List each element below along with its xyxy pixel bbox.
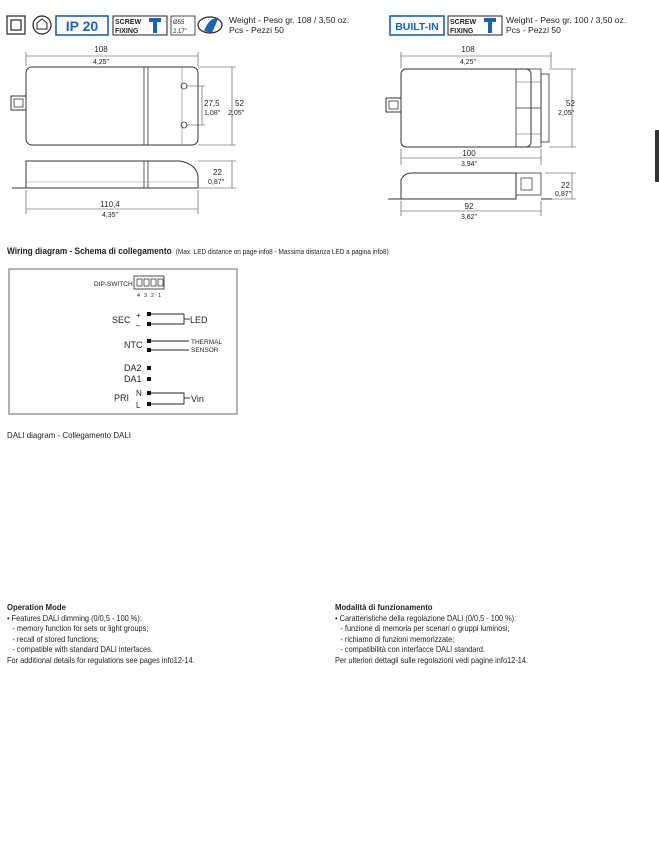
left-bottom-width-in: 4,35" <box>101 212 119 219</box>
right-weight: Weight - Peso gr. 100 / 3,50 oz. <box>506 15 627 25</box>
sensor-label: SENSOR <box>191 347 219 354</box>
pri-label: PRI <box>114 393 130 403</box>
right-top-width-mm: 108 <box>461 45 475 54</box>
hole-diameter: Ø55 <box>173 20 185 26</box>
right-top-width-in: 4,25" <box>459 59 477 66</box>
double-insulation-icon <box>7 16 25 34</box>
da2-label: DA2 <box>124 363 142 373</box>
left-header-icons <box>4 14 228 38</box>
left-side-view <box>12 161 198 188</box>
left-hole-spacing-in: 1,08" <box>204 110 221 117</box>
left-hole-spacing-mm: 27,5 <box>204 99 220 108</box>
dip-switch-label: DIP-SWITCH <box>94 281 133 288</box>
thermal-label: THERMAL <box>191 339 223 346</box>
builtin-badge: BUILT-IN <box>395 21 439 33</box>
right-thickness-mm: 22 <box>561 181 570 190</box>
hole-diameter-in: 2,17" <box>173 29 187 35</box>
right-height-mm: 52 <box>566 99 575 108</box>
dali-caption: DALI diagram - Collegamento DALI <box>7 430 131 440</box>
sec-label: SEC <box>112 315 131 325</box>
right-bottom-width-mm: 92 <box>464 202 474 211</box>
pri-n: N <box>136 389 142 398</box>
operation-it-line: - richiamo di funzioni memorizzate; <box>340 634 455 644</box>
da1-label: DA1 <box>124 374 142 384</box>
screw-label: SCREW <box>115 19 142 26</box>
sec-plus: + <box>136 311 141 320</box>
left-pcs: Pcs - Pezzi 50 <box>229 25 284 35</box>
operation-it-line: - funzione di memoria per scenari o gruppi luminosi; <box>340 624 510 634</box>
independent-use-icon <box>33 16 51 34</box>
right-bottom-width-in: 3,62" <box>460 214 478 221</box>
screw-icon-right <box>484 18 496 33</box>
operation-en <box>7 602 195 667</box>
screw-label-right: SCREW <box>450 19 477 26</box>
operation-it-line: - compatibilità con interfacce DALI standard. <box>340 645 485 655</box>
right-height-in: 2,05" <box>558 110 575 117</box>
operation-it <box>335 602 528 667</box>
left-bottom-width-mm: 110,4 <box>100 200 120 209</box>
wiring-note: (Max. LED distance on page info8 - Massima distanza LED a pagina info8) <box>175 249 389 256</box>
screw-icon <box>149 18 161 33</box>
right-pcs: Pcs - Pezzi 50 <box>506 25 561 35</box>
left-top-width-in: 4,25" <box>92 59 110 66</box>
operation-en-line: - memory function for sets or light groups; <box>12 624 149 634</box>
operation-en-line: For additional details for regulations see pages info12-14. <box>7 655 195 665</box>
wiring-diagram <box>8 268 238 418</box>
page-edge-marker <box>655 130 659 182</box>
wiring-title-row <box>7 241 389 259</box>
left-top-width-mm: 108 <box>94 45 108 54</box>
right-top-view <box>386 69 549 147</box>
right-side-view <box>388 173 552 199</box>
left-thickness-in: 0,87" <box>208 179 225 186</box>
left-height-in: 2,05" <box>228 110 245 117</box>
operation-en-line: - recall of stored functions; <box>12 634 99 644</box>
wiring-title: Wiring diagram - Schema di collegamento <box>7 246 172 256</box>
led-label: LED <box>190 315 208 325</box>
left-thickness-mm: 22 <box>213 168 222 177</box>
right-thickness-in: 0,87" <box>555 191 572 198</box>
left-top-view <box>11 67 198 145</box>
operation-it-line: • Caratteristiche della regolazione DALI (0/0,5 - 100 %): <box>335 613 517 623</box>
right-drawing <box>380 42 600 222</box>
dip-numbers: 4 3 2 1 <box>137 293 163 299</box>
operation-en-line: • Features DALI dimming (0/0,5 - 100 %): <box>7 613 142 623</box>
operation-en-title: Operation Mode <box>7 602 66 612</box>
operation-it-title: Modalità di funzionamento <box>335 602 433 612</box>
left-drawing <box>0 42 270 222</box>
operation-it-line: Per ulteriori dettagli sulle regolazioni vedi pagine info12-14. <box>335 655 528 665</box>
dip-switch-icon <box>134 276 164 289</box>
fixing-label: FIXING <box>115 28 139 35</box>
pri-l: L <box>136 401 141 410</box>
operation-en-line: - compatible with standard DALI interfaces. <box>12 645 153 655</box>
vin-label: Vin <box>191 394 204 404</box>
ip-badge: IP 20 <box>65 18 99 34</box>
left-weight: Weight - Peso gr. 108 / 3,50 oz. <box>229 15 350 25</box>
right-header-icons <box>387 14 505 38</box>
right-inner-width-in: 3,94" <box>460 161 478 168</box>
fixing-label-right: FIXING <box>450 28 474 35</box>
right-inner-width-mm: 100 <box>462 149 476 158</box>
sec-minus: – <box>136 321 141 330</box>
ntc-label: NTC <box>124 340 143 350</box>
recess-hole-icon <box>198 17 222 33</box>
left-height-mm: 52 <box>235 99 244 108</box>
